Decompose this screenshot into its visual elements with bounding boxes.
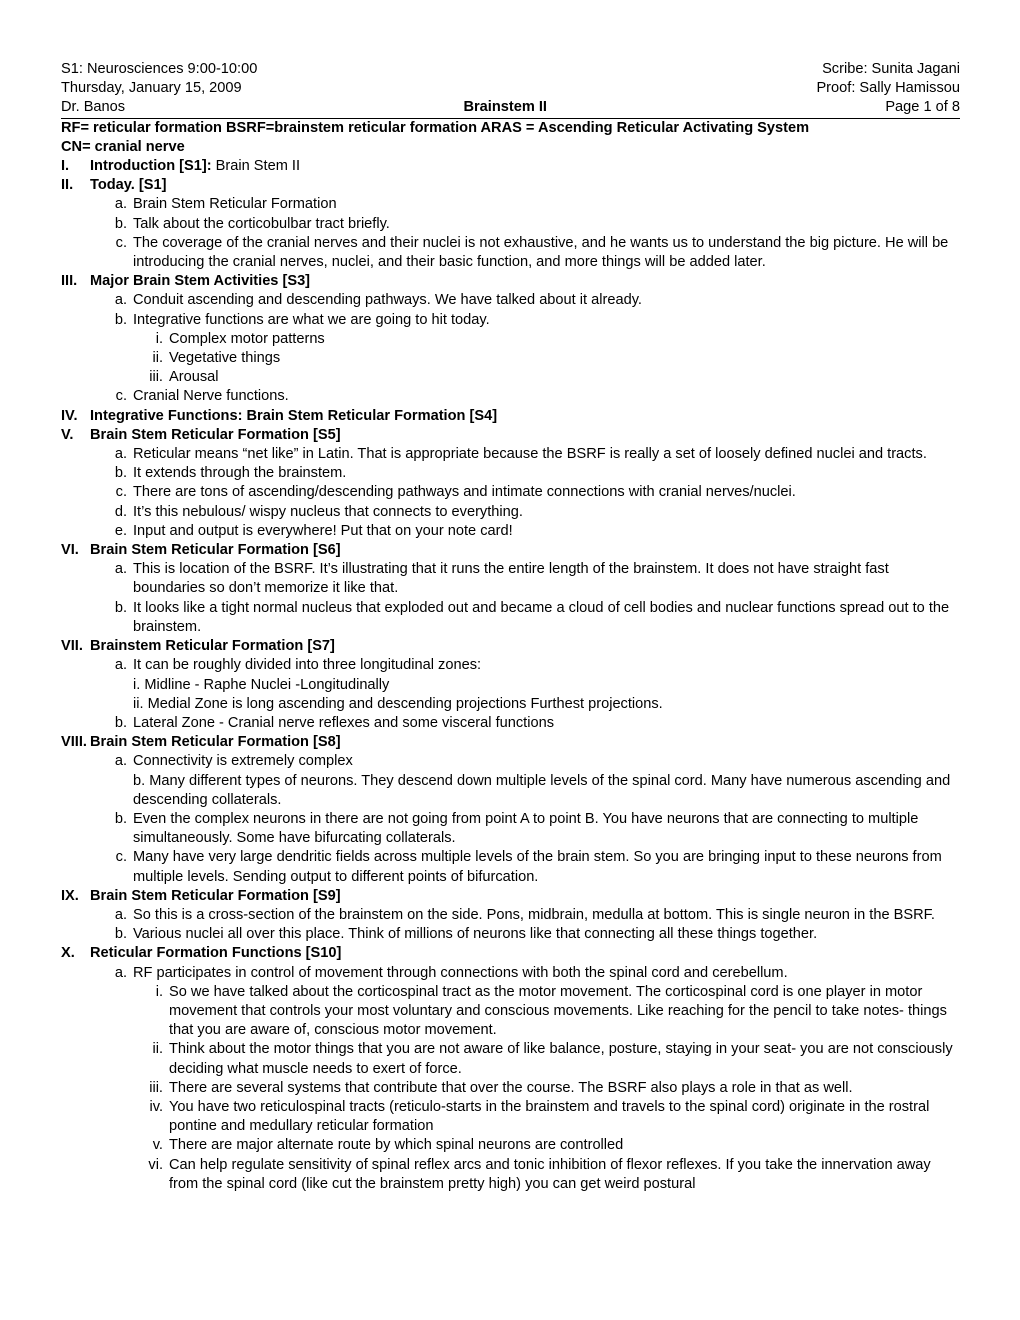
list-item: b. It extends through the brainstem. bbox=[114, 465, 347, 482]
section-10-heading bbox=[61, 944, 960, 963]
list-item: a. Connectivity is extremely complex bbox=[114, 753, 353, 770]
section-title: Introduction [S1]: bbox=[90, 158, 212, 175]
page-number: Page 1 of 8 bbox=[885, 99, 960, 116]
list-item: b. Various nuclei all over this place. Think of millions of neurons like that connecting all these things together. bbox=[114, 926, 818, 943]
list-item: a. Reticular means “net like” in Latin. That is appropriate because the BSRF is really a set of loosely defined nuclei and tracts. bbox=[114, 446, 927, 463]
list-item: b. Lateral Zone - Cranial nerve reflexes and some visceral functions bbox=[114, 714, 554, 731]
section-8-heading bbox=[61, 733, 960, 752]
list-item: e. Input and output is everywhere! Put that on your note card! bbox=[114, 522, 513, 539]
section-number: I. bbox=[61, 158, 70, 175]
section-6-heading bbox=[61, 541, 960, 560]
section-number: IX. bbox=[61, 887, 79, 904]
list-item: a. So this is a cross-section of the brainstem on the side. Pons, midbrain, medulla at bottom. This is single neuron in the BSRF. bbox=[114, 906, 935, 923]
abbreviations-line-1: RF= reticular formation BSRF=brainstem reticular formation ARAS = Ascending Reticular Activating System bbox=[61, 119, 810, 136]
section-1-heading bbox=[61, 157, 960, 176]
list-item: b. Integrative functions are what we are going to hit today. bbox=[114, 311, 490, 328]
section-number: V. bbox=[61, 426, 74, 443]
section-title: Integrative Functions: Brain Stem Reticular Formation [S4] bbox=[90, 407, 498, 424]
section-7-heading bbox=[61, 637, 960, 656]
list-item: ii. Vegetative things bbox=[152, 350, 281, 367]
list-item: c. There are tons of ascending/descending pathways and intimate connections with cranial nerves/nuclei. bbox=[115, 484, 796, 501]
list-item: a. This is location of the BSRF. It’s illustrating that it runs the entire length of the brainstem. It does not have straight fast boundaries so don’t memorize it like that. bbox=[114, 561, 889, 597]
date-label: Thursday, January 15, 2009 bbox=[61, 80, 242, 97]
section-text: Brain Stem II bbox=[211, 158, 301, 175]
document-title: Brainstem II bbox=[463, 99, 547, 116]
lecturer-label: Dr. Banos bbox=[61, 99, 126, 116]
list-item: v. There are major alternate route by which spinal neurons are controlled bbox=[152, 1137, 624, 1154]
list-item: ii. Think about the motor things that you are not aware of like balance, posture, staying in your seat- you are not consciously deciding what muscle needs to exert of force. bbox=[152, 1041, 953, 1077]
list-item: iii. Arousal bbox=[149, 369, 219, 386]
header-row-3 bbox=[61, 98, 960, 118]
section-number: IV. bbox=[61, 407, 78, 424]
section-title: Brainstem Reticular Formation [S7] bbox=[90, 638, 335, 655]
section-number: X. bbox=[61, 945, 75, 962]
section-title: Brain Stem Reticular Formation [S8] bbox=[90, 734, 341, 751]
section-title: Brain Stem Reticular Formation [S9] bbox=[90, 887, 341, 904]
section-number: III. bbox=[61, 273, 78, 290]
list-item: a. RF participates in control of movement through connections with both the spinal cord and cerebellum. bbox=[114, 964, 788, 981]
section-number: VII. bbox=[61, 638, 83, 655]
section-title: Today. [S1] bbox=[90, 177, 167, 194]
list-item: i. Midline - Raphe Nuclei -Longitudinally bbox=[133, 676, 390, 693]
list-item: b. It looks like a tight normal nucleus that exploded out and became a cloud of cell bodies and nuclear functions spread out to the brainstem. bbox=[114, 599, 950, 635]
section-4-heading bbox=[61, 407, 960, 426]
list-item: ii. Medial Zone is long ascending and descending projections Furthest projections. bbox=[133, 695, 663, 712]
list-item: i. Complex motor patterns bbox=[155, 330, 325, 347]
list-item: c. The coverage of the cranial nerves and their nuclei is not exhaustive, and he wants us to understand the big picture. He will be introducing the cranial nerves, nuclei, and their basic function, and more things will be added later. bbox=[115, 234, 949, 271]
section-number: VIII. bbox=[61, 734, 87, 751]
list-item: b. Many different types of neurons. They descend down multiple levels of the spinal cord. Many have numerous ascending and descending collaterals. bbox=[133, 772, 951, 808]
scribe-label: Scribe: Sunita Jagani bbox=[822, 61, 960, 77]
section-number: VI. bbox=[61, 542, 79, 559]
abbreviations-line-2: CN= cranial nerve bbox=[61, 138, 185, 155]
proof-label: Proof: Sally Hamissou bbox=[816, 80, 960, 97]
list-item: d. It’s this nebulous/ wispy nucleus that connects to everything. bbox=[114, 503, 523, 520]
section-number: II. bbox=[61, 177, 74, 194]
section-title: Reticular Formation Functions [S10] bbox=[90, 945, 342, 962]
header-row-1 bbox=[61, 60, 960, 79]
list-item: i. So we have talked about the corticospinal tract as the motor movement. The corticospinal cord is one player in motor movement that controls your most voluntary and conscious movements. Like reaching for the pencil to take notes- things that you are aware of, conscious motor movement. bbox=[155, 983, 947, 1039]
list-item: a. Brain Stem Reticular Formation bbox=[114, 196, 337, 213]
section-5-heading bbox=[61, 426, 960, 445]
section-2-heading bbox=[61, 176, 960, 195]
section-title: Brain Stem Reticular Formation [S6] bbox=[90, 542, 341, 559]
list-item: c. Many have very large dendritic fields across multiple levels of the brain stem. So you are bringing input to these neurons from multiple levels. Sending output to different points of bifurcation. bbox=[115, 849, 942, 885]
list-item: b. Even the complex neurons in there are not going from point A to point B. You have neurons that are connecting to multiple simultaneously. Some have bifurcating collaterals. bbox=[114, 810, 919, 847]
course-label: S1: Neurosciences 9:00-10:00 bbox=[61, 61, 258, 77]
header-row-2 bbox=[61, 79, 960, 98]
section-title: Major Brain Stem Activities [S3] bbox=[90, 273, 311, 290]
list-item: a. Conduit ascending and descending pathways. We have talked about it already. bbox=[114, 292, 642, 309]
list-item: iv. You have two reticulospinal tracts (reticulo-starts in the brainstem and travels to the spinal cord) originate in the rostral pontine and medullary reticular formation bbox=[149, 1098, 930, 1135]
document-page bbox=[61, 60, 960, 1194]
section-title: Brain Stem Reticular Formation [S5] bbox=[90, 426, 341, 443]
list-item: c. Cranial Nerve functions. bbox=[115, 388, 289, 405]
list-item: iii. There are several systems that contribute that over the course. The BSRF also plays a role in that as well. bbox=[149, 1079, 853, 1096]
section-3-heading bbox=[61, 272, 960, 291]
list-item: vi. Can help regulate sensitivity of spinal reflex arcs and tonic inhibition of flexor reflexes. If you take the innervation away from the spinal cord (like cut the brainstem pretty high) you can get weird postural bbox=[148, 1156, 931, 1192]
list-item: a. It can be roughly divided into three longitudinal zones: bbox=[114, 657, 482, 674]
list-item: b. Talk about the corticobulbar tract briefly. bbox=[114, 215, 390, 232]
section-9-heading bbox=[61, 887, 960, 906]
